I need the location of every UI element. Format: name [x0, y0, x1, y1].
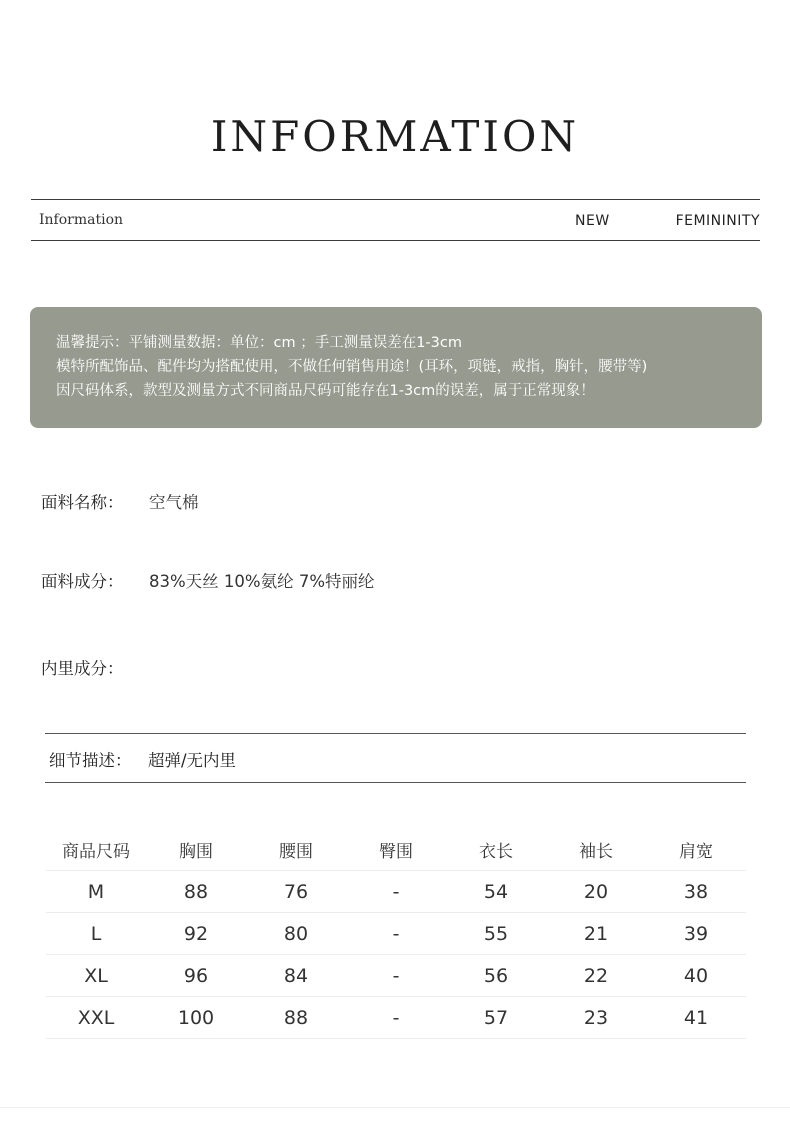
table-header-row: [46, 828, 746, 871]
detail-description-label: 细节描述：: [49, 751, 132, 770]
table-row: [46, 955, 746, 997]
table-cell: 96: [146, 955, 246, 997]
column-header: 胸围: [146, 828, 246, 871]
table-cell: 76: [246, 871, 346, 913]
fabric-composition-value: 83%天丝 10%氨纶 7%特丽纶: [149, 572, 375, 591]
detail-description-value: 超弹/无内里: [148, 751, 237, 770]
table-cell: L: [46, 913, 146, 955]
table-cell: 23: [546, 997, 646, 1039]
table-cell: 41: [646, 997, 746, 1039]
header-new-label: NEW: [575, 213, 610, 229]
table-cell: -: [346, 871, 446, 913]
table-cell: -: [346, 997, 446, 1039]
lining-composition-row: [41, 655, 149, 679]
table-cell: 22: [546, 955, 646, 997]
table-cell: 57: [446, 997, 546, 1039]
table-cell: 54: [446, 871, 546, 913]
table-cell: 84: [246, 955, 346, 997]
table-cell: 40: [646, 955, 746, 997]
table-cell: -: [346, 913, 446, 955]
detail-description-band: [45, 733, 746, 783]
column-header: 衣长: [446, 828, 546, 871]
table-cell: 38: [646, 871, 746, 913]
table-row: [46, 997, 746, 1039]
column-header: 臀围: [346, 828, 446, 871]
size-chart-table: [46, 828, 746, 1039]
table-cell: 92: [146, 913, 246, 955]
header-information-label: Information: [39, 212, 124, 228]
table-row: [46, 871, 746, 913]
table-cell: 80: [246, 913, 346, 955]
fabric-name-value: 空气棉: [149, 493, 199, 512]
column-header: 腰围: [246, 828, 346, 871]
header-femininity-label: FEMININITY: [675, 213, 760, 229]
table-row: [46, 913, 746, 955]
table-cell: 88: [246, 997, 346, 1039]
info-header-band: [31, 199, 760, 241]
table-cell: 56: [446, 955, 546, 997]
table-cell: 21: [546, 913, 646, 955]
page-title: INFORMATION: [210, 112, 580, 161]
column-header: 袖长: [546, 828, 646, 871]
table-cell: 100: [146, 997, 246, 1039]
notice-line: 因尺码体系，款型及测量方式不同商品尺码可能存在1-3cm的误差，属于正常现象！: [56, 383, 595, 399]
column-header: 商品尺码: [46, 828, 146, 871]
notice-line: 温馨提示：平铺测量数据：单位：cm ；手工测量误差在1-3cm: [56, 335, 462, 351]
table-cell: -: [346, 955, 446, 997]
table-cell: 88: [146, 871, 246, 913]
measurement-notice: [30, 307, 762, 428]
fabric-composition-label: 面料成分：: [41, 572, 124, 591]
table-cell: XXL: [46, 997, 146, 1039]
table-cell: 55: [446, 913, 546, 955]
table-cell: 20: [546, 871, 646, 913]
bottom-divider: [0, 1107, 790, 1108]
fabric-name-label: 面料名称：: [41, 493, 124, 512]
fabric-composition-row: [41, 568, 375, 592]
column-header: 肩宽: [646, 828, 746, 871]
lining-composition-label: 内里成分：: [41, 659, 124, 678]
table-cell: 39: [646, 913, 746, 955]
notice-line: 模特所配饰品、配件均为搭配使用，不做任何销售用途！(耳环，项链，戒指，胸针，腰带等): [56, 359, 648, 375]
table-cell: XL: [46, 955, 146, 997]
fabric-name-row: [41, 489, 199, 513]
table-cell: M: [46, 871, 146, 913]
